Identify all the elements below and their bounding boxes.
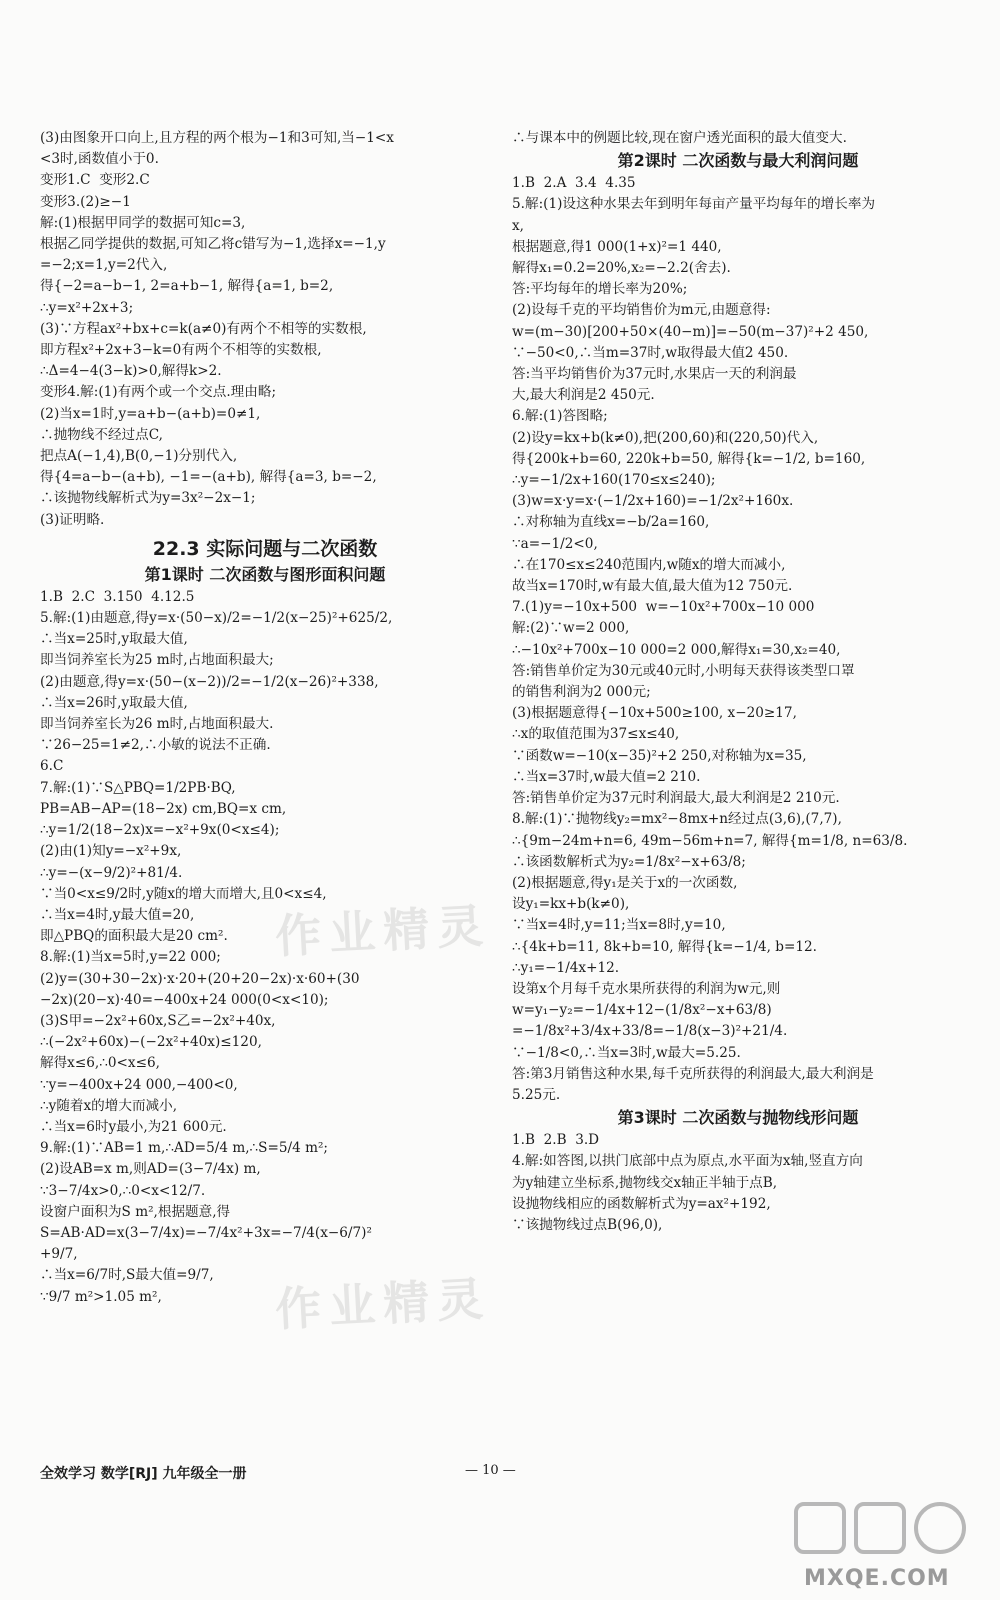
- text-line: ∴在170≤x≤240范围内,w随x的增大而减小,: [512, 556, 786, 573]
- text-line: ∴当x=6时y最小,为21 600元.: [40, 1118, 227, 1135]
- text-line: 答:平均每年的增长率为20%;: [512, 281, 688, 298]
- left-answers-block: [40, 128, 490, 531]
- text-line: 解:(2)∵w=2 000,: [512, 620, 630, 637]
- text-line: ∴x的取值范围为37≤x≤40,: [512, 726, 680, 743]
- text-line: 1.B 2.A 3.4 4.35: [512, 175, 636, 192]
- text-line: 答:销售单价定为37元时利润最大,最大利润是2 210元.: [512, 790, 840, 807]
- text-line: ∴该抛物线解析式为y=3x²−2x−1;: [40, 490, 256, 507]
- text-line: ∴与课本中的例题比较,现在窗户透光面积的最大值变大.: [512, 130, 847, 146]
- text-line: 即当饲养室长为26 m时,占地面积最大.: [40, 716, 274, 733]
- text-line: ∴Δ=4−4(3−k)>0,解得k>2.: [40, 363, 222, 380]
- lesson-2-answers-block: [512, 173, 964, 1106]
- text-line: (2)y=(30+30−2x)·x·20+(20+20−2x)·x·60+(30: [40, 970, 360, 987]
- text-line: 1.B 2.B 3.D: [512, 1132, 600, 1149]
- text-line: ∴当x=37时,w最大值=2 210.: [512, 768, 701, 785]
- text-line: 即当饲养室长为25 m时,占地面积最大;: [40, 652, 274, 669]
- text-line: 答:销售单价定为30元或40元时,小明每天获得该类型口罩: [512, 662, 855, 679]
- lesson-3-answers-block: [512, 1130, 964, 1236]
- text-line: x,: [512, 217, 524, 234]
- text-line: (2)设AB=x m,则AD=(3−7/4x) m,: [40, 1161, 261, 1178]
- lesson-heading-1: 第1课时 二次函数与图形面积问题: [144, 564, 386, 584]
- text-line: ∴(−2x²+60x)−(−2x²+40x)≤120,: [40, 1034, 262, 1051]
- text-line: 的销售利润为2 000元;: [512, 684, 651, 701]
- site-logo-text: MXQE.COM: [804, 1566, 950, 1591]
- text-line: 即方程x²+2x+3−k=0有两个不相等的实数根,: [40, 342, 322, 359]
- text-line: ∵a=−1/2<0,: [512, 535, 598, 552]
- text-line: 7.解:(1)∵S△PBQ=1/2PB·BQ,: [40, 779, 236, 796]
- lesson-heading-3: 第3课时 二次函数与抛物线形问题: [617, 1108, 859, 1128]
- text-line: ∴当x=25时,y取最大值,: [40, 631, 188, 648]
- text-line: 解得x₁=0.2=20%,x₂=−2.2(舍去).: [512, 260, 731, 277]
- text-line: w=(m−30)[200+50×(40−m)]=−50(m−37)²+2 450,: [512, 323, 869, 340]
- text-line: 得{−2=a−b−1, 2=a+b−1, 解得{a=1, b=2,: [40, 278, 334, 295]
- text-line: (2)由(1)知y=−x²+9x,: [40, 843, 182, 860]
- text-line: ∴y随着x的增大而减小,: [40, 1097, 178, 1114]
- text-line: (2)设每千克的平均销售价为m元,由题意得:: [512, 302, 771, 319]
- lesson-heading-2: 第2课时 二次函数与最大利润问题: [617, 151, 859, 171]
- text-line: (3)根据题意得{−10x+500≥100, x−20≥17,: [512, 705, 797, 722]
- text-line: 7.(1)y=−10x+500 w=−10x²+700x−10 000: [512, 599, 815, 616]
- text-line: ∵26−25=1≠2,∴小敏的说法不正确.: [40, 737, 271, 754]
- text-line: ∵3−7/4x>0,∴0<x<12/7.: [40, 1182, 206, 1199]
- text-line: −2x)(20−x)·40=−400x+24 000(0<x<10);: [40, 991, 329, 1008]
- text-line: <3时,函数值小于0.: [40, 151, 159, 168]
- text-line: ∴对称轴为直线x=−b/2a=160,: [512, 514, 710, 531]
- watermark-text: 作业精灵: [273, 898, 493, 964]
- text-line: 6.解:(1)答图略;: [512, 408, 608, 425]
- text-line: 设窗户面积为S m²,根据题意,得: [40, 1203, 231, 1220]
- text-line: (2)根据题意,得y₁是关于x的一次函数,: [512, 874, 738, 891]
- text-line: 5.解:(1)设这种水果去年到明年每亩产量平均每年的增长率为: [512, 196, 876, 213]
- text-line: 变形3.(2)≥−1: [40, 193, 131, 210]
- text-line: ∴y=1/2(18−2x)x=−x²+9x(0<x≤4);: [40, 822, 280, 839]
- text-line: ∵当0<x≤9/2时,y随x的增大而增大,且0<x≤4,: [40, 885, 327, 902]
- text-line: S=AB·AD=x(3−7/4x)=−7/4x²+3x=−7/4(x−6/7)²: [40, 1224, 372, 1241]
- text-line: ∵该抛物线过点B(96,0),: [512, 1216, 663, 1233]
- text-line: w=y₁−y₂=−1/4x+12−(1/8x²−x+63/8): [512, 1002, 772, 1019]
- right-column: [512, 128, 964, 1236]
- text-line: ∵−1/8<0,∴当x=3时,w最大=5.25.: [512, 1044, 741, 1061]
- text-line: 根据乙同学提供的数据,可知乙将c错写为−1,选择x=−1,y: [40, 236, 386, 253]
- text-line: 根据题意,得1 000(1+x)²=1 440,: [512, 238, 722, 255]
- text-line: 设抛物线相应的函数解析式为y=ax²+192,: [512, 1195, 771, 1212]
- text-line: (3)w=x·y=x·(−1/2x+160)=−1/2x²+160x.: [512, 493, 794, 510]
- text-line: 即△PBQ的面积最大是20 cm².: [40, 928, 228, 945]
- text-line: ∴−10x²+700x−10 000=2 000,解得x₁=30,x₂=40,: [512, 641, 841, 658]
- text-line: ∵y=−400x+24 000,−400<0,: [40, 1076, 238, 1093]
- text-line: ∴当x=6/7时,S最大值=9/7,: [40, 1267, 214, 1284]
- text-line: ∴y=−(x−9/2)²+81/4.: [40, 864, 183, 881]
- section-heading: 22.3 实际问题与二次函数: [152, 537, 378, 560]
- text-line: (2)由题意,得y=x·(50−(x−2))/2=−1/2(x−26)²+338,: [40, 673, 379, 690]
- text-line: 把点A(−1,4),B(0,−1)分别代入,: [40, 448, 238, 465]
- page-number: — 10 —: [465, 1463, 516, 1478]
- text-line: 9.解:(1)∵AB=1 m,∴AD=5/4 m,∴S=5/4 m²;: [40, 1140, 329, 1157]
- text-line: (3)S甲=−2x²+60x,S乙=−2x²+40x,: [40, 1012, 276, 1029]
- text-line: ∵9/7 m²>1.05 m²,: [40, 1288, 162, 1305]
- text-line: 5.解:(1)由题意,得y=x·(50−x)/2=−1/2(x−25)²+625/2,: [40, 610, 393, 627]
- text-line: (2)当x=1时,y=a+b−(a+b)=0≠1,: [40, 405, 261, 422]
- text-line: +9/7,: [40, 1246, 78, 1263]
- text-line: =−2;x=1,y=2代入,: [40, 257, 168, 274]
- book-title-footer: 全效学习 数学[RJ] 九年级全一册: [40, 1466, 247, 1482]
- text-line: ∵−50<0,∴当m=37时,w取得最大值2 450.: [512, 344, 789, 361]
- text-line: 变形4.解:(1)有两个或一个交点.理由略;: [40, 384, 277, 401]
- text-line: 1.B 2.C 3.150 4.12.5: [40, 588, 195, 605]
- text-line: ∴y₁=−1/4x+12.: [512, 959, 620, 976]
- text-line: PB=AB−AP=(18−2x) cm,BQ=x cm,: [40, 800, 287, 817]
- text-line: (2)设y=kx+b(k≠0),把(200,60)和(220,50)代入,: [512, 429, 819, 446]
- text-line: (3)证明略.: [40, 511, 105, 528]
- text-line: 故当x=170时,w有最大值,最大值为12 750元.: [512, 578, 793, 595]
- text-line: ∵函数w=−10(x−35)²+2 250,对称轴为x=35,: [512, 747, 807, 764]
- text-line: =−1/8x²+3/4x+33/8=−1/8(x−3)²+21/4.: [512, 1023, 788, 1040]
- text-line: ∴当x=26时,y取最大值,: [40, 694, 188, 711]
- text-line: 设第x个月每千克水果所获得的利润为w元,则: [512, 980, 781, 997]
- text-line: 大,最大利润是2 450元.: [512, 387, 655, 404]
- text-line: 8.解:(1)当x=5时,y=22 000;: [40, 949, 221, 966]
- text-line: ∴抛物线不经过点C,: [40, 426, 163, 443]
- left-column: [40, 128, 493, 1308]
- text-line: 4.解:如答图,以拱门底部中点为原点,水平面为x轴,竖直方向: [512, 1153, 863, 1170]
- text-line: ∴{4k+b=11, 8k+b=10, 解得{k=−1/4, b=12.: [512, 938, 817, 955]
- text-line: 变形1.C 变形2.C: [40, 172, 150, 189]
- text-line: 设y₁=kx+b(k≠0),: [512, 896, 630, 913]
- text-line: (3)由图象开口向上,且方程的两个根为−1和3可知,当−1<x: [40, 130, 394, 146]
- text-line: 为y轴建立坐标系,抛物线交x轴正半轴于点B,: [512, 1174, 778, 1191]
- text-line: 5.25元.: [512, 1086, 561, 1103]
- text-line: (3)∵方程ax²+bx+c=k(a≠0)有两个不相等的实数根,: [40, 320, 367, 337]
- text-line: ∴y=−1/2x+160(170≤x≤240);: [512, 472, 716, 489]
- right-continuation-block: [512, 128, 964, 149]
- text-line: 得{4=a−b−(a+b), −1=−(a+b), 解得{a=3, b=−2,: [40, 469, 377, 486]
- text-line: ∴当x=4时,y最大值=20,: [40, 906, 195, 923]
- text-line: 解:(1)根据甲同学的数据可知c=3,: [40, 214, 246, 231]
- watermark-text: 作业精灵: [273, 1271, 493, 1337]
- text-line: 8.解:(1)∵抛物线y₂=mx²−8mx+n经过点(3,6),(7,7),: [512, 811, 842, 828]
- text-line: 答:第3月销售这种水果,每千克所获得的利润最大,最大利润是: [512, 1065, 874, 1082]
- text-line: 答:当平均销售价为37元时,水果店一天的利润最: [512, 366, 797, 383]
- text-line: ∴{9m−24m+n=6, 49m−56m+n=7, 解得{m=1/8, n=63/8.: [512, 832, 908, 849]
- text-line: 得{200k+b=60, 220k+b=50, 解得{k=−1/2, b=160,: [512, 450, 866, 467]
- text-line: ∴该函数解析式为y₂=1/8x²−x+63/8;: [512, 853, 746, 870]
- text-line: ∴y=x²+2x+3;: [40, 299, 134, 316]
- text-line: 6.C: [40, 758, 64, 775]
- text-line: 解得x≤6,∴0<x≤6,: [40, 1055, 160, 1072]
- text-line: ∵当x=4时,y=11;当x=8时,y=10,: [512, 917, 726, 934]
